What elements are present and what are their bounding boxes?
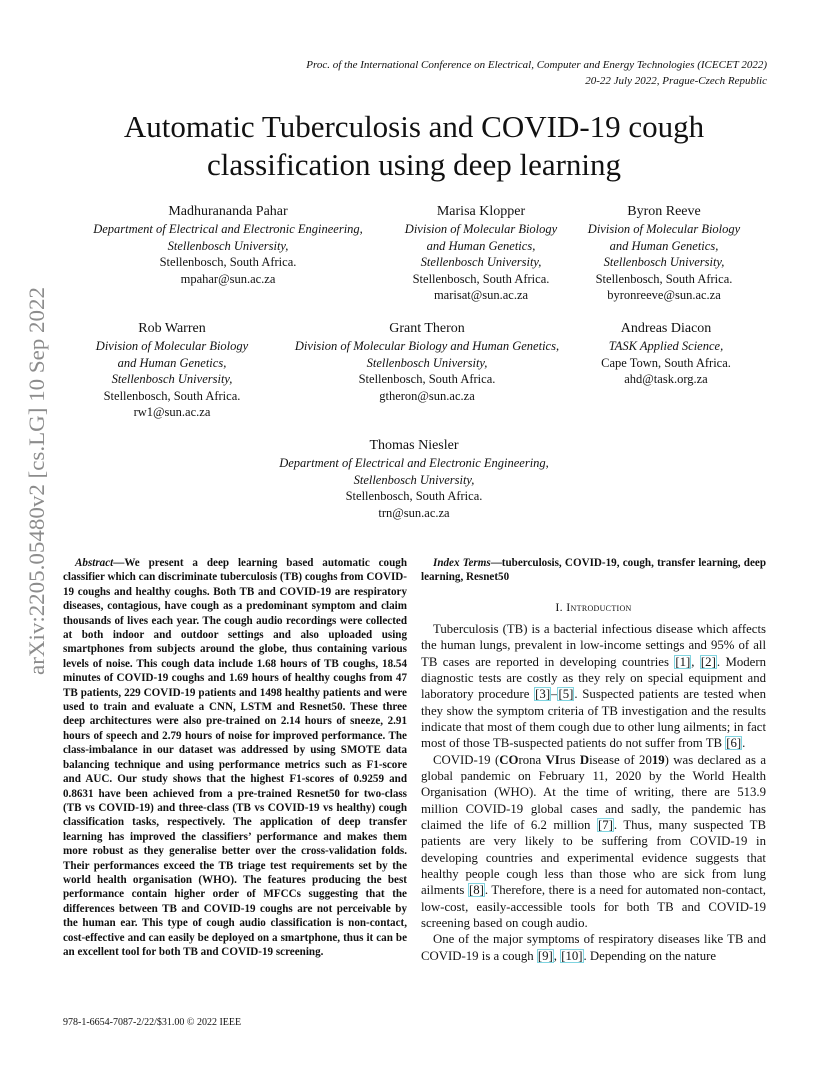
index-terms-text: —tuberculosis, COVID-19, cough, transfer learning, deep learning, Resnet50: [421, 557, 766, 584]
text-run: ) was declared as a global pandemic on February 11, 2020 by the World Health Organisation (WHO). At the time of writing, there are 513.9 million COVID-19 global cases and sadly, the pandemic has claimed the life of 6.2 million: [421, 752, 767, 832]
citation-link[interactable]: [1]: [675, 654, 691, 669]
author-affiliation: Department of Electrical and Electronic Engineering,: [279, 456, 549, 470]
citation-link[interactable]: [5]: [558, 687, 574, 702]
author-email[interactable]: gtheron@sun.ac.za: [379, 388, 475, 403]
conference-header: [306, 57, 767, 89]
author-affiliation: Division of Molecular Biology: [587, 222, 741, 236]
index-terms-lead: Index Terms: [433, 557, 491, 569]
text-run: –: [551, 687, 558, 702]
copyright-notice: 978-1-6654-7087-2/22/$31.00 © 2022 IEEE: [63, 1017, 242, 1028]
author-affiliation: Stellenbosch University,: [167, 238, 289, 253]
author-block: [85, 320, 259, 421]
author-name: Thomas Niesler: [369, 438, 459, 453]
citation-link[interactable]: [8]: [468, 883, 484, 898]
author-email[interactable]: mpahar@sun.ac.za: [180, 271, 276, 286]
author-affiliation: Division of Molecular Biology: [95, 339, 249, 353]
author-affiliation: Stellenbosch University,: [420, 255, 542, 269]
bold-letters: CO: [499, 752, 519, 767]
author-name: Marisa Klopper: [436, 204, 526, 219]
citation-link[interactable]: [3]: [535, 687, 551, 702]
author-affiliation: TASK Applied Science,: [608, 339, 724, 353]
citation-link[interactable]: [7]: [597, 817, 613, 832]
text-run: isease of 20: [589, 752, 652, 767]
index-terms: [421, 556, 766, 585]
author-location: Stellenbosch, South Africa.: [412, 271, 550, 286]
text-run: .: [742, 736, 746, 751]
text-run: . Depending on the nature: [583, 948, 717, 963]
paragraph: [421, 931, 766, 964]
title-line-2: classification using deep learning: [206, 147, 622, 182]
author-affiliation: and Human Genetics,: [117, 355, 227, 370]
author-affiliation: Department of Electrical and Electronic Engineering,: [93, 222, 363, 236]
author-location: Stellenbosch, South Africa.: [345, 489, 483, 503]
author-location: Stellenbosch, South Africa.: [358, 372, 496, 386]
conference-line-1: Proc. of the International Conference on Electrical, Computer and Energy Technologies (ICECET 2022): [306, 59, 767, 71]
author-location: Stellenbosch, South Africa.: [595, 271, 733, 286]
text-run: rona: [518, 752, 546, 767]
title-line-1: Automatic Tuberculosis and COVID-19 cough: [123, 109, 705, 144]
author-block: [260, 437, 568, 521]
author-affiliation: and Human Genetics,: [609, 238, 719, 253]
author-affiliation: Stellenbosch University,: [603, 255, 725, 269]
author-affiliation: Division of Molecular Biology: [404, 222, 558, 236]
abstract-text: —We present a deep learning based automatic cough classifier which can discriminate tuberculosis (TB) coughs from COVID-19 coughs and healthy coughs. Both TB and COVID-19 are respiratory diseases, contagious, have cough as a predominant symptom and claim thousands of lives each year. The cough audio recordings were collected at both indoor and outdoor settings and also uploaded using smartphones from subjects around the globe, thus containing various levels of noise. This cough data include 1.68 hours of TB coughs, 18.54 minutes of COVID-19 coughs and 1.69 hours of healthy coughs from 47 TB patients, 229 COVID-19 patients and 1498 healthy patients and were used to train and evaluate a CNN, LSTM and Resnet50. These three deep architectures were also pre-trained on 2.14 hours of sneeze, 2.91 hours of speech and 2.79 hours of noise for improved performance. The class-imbalance in our dataset was addressed by using SMOTE data balancing technique and using performance metrics such as F1-score and AUC. Our study shows that the highest F1-scores of 0.9259 and 0.8631 have been achieved from a pre-trained Resnet50 for two-class (TB vs COVID-19) and three-class (TB vs COVID-19 vs healthy) cough classification tasks, respectively. The application of deep transfer learning has improved the classifiers’ performance and makes them more robust as they generalise better over the cross-validation folds. Their performances exceed the TB triage test requirements set by the world health organisation (WHO). The features producing the best performance contain higher order of MFCCs suggesting that the differences between TB and COVID-19 coughs are not perceivable by the human ear. This type of cough audio classification is non-contact, cost-effective and can easily be deployed on a smartphone, thus it can be an excellent tool for both TB and COVID-19 screening.: [63, 557, 407, 958]
author-name: Grant Theron: [389, 321, 465, 336]
author-name: Madhurananda Pahar: [168, 204, 288, 219]
author-block: [578, 203, 750, 304]
paper-title: [60, 108, 768, 184]
citation-link[interactable]: [10]: [561, 948, 583, 963]
author-affiliation: Division of Molecular Biology and Human Genetics,: [294, 339, 560, 353]
paragraph: [421, 621, 766, 752]
author-location: Stellenbosch, South Africa.: [103, 388, 241, 403]
arxiv-stamp[interactable]: [20, 287, 52, 675]
bold-letters: D: [579, 752, 590, 767]
author-affiliation: and Human Genetics,: [426, 238, 536, 253]
author-block: [396, 203, 566, 304]
text-run: . Therefore, there is a need for automated non-contact, low-cost, easily-accessible tools for both TB and COVID-19 screening based on cough audio.: [421, 883, 766, 930]
author-name: Andreas Diacon: [620, 321, 712, 336]
author-block: [278, 320, 576, 404]
author-location: Cape Town, South Africa.: [601, 355, 731, 370]
author-block: [586, 320, 746, 388]
author-email[interactable]: rw1@sun.ac.za: [133, 405, 211, 419]
citation-link[interactable]: [6]: [726, 736, 742, 751]
author-name: Byron Reeve: [627, 204, 701, 219]
text-run: Tuberculosis (TB) is a bacterial infectious disease which affects the human lungs, prevalent in low-income settings and 95% of all TB cases are reported in developing countries: [421, 621, 766, 669]
text-run: . Suspected patients are tested when they show the symptom criteria of TB investigation and the results indicate that most of them cough due to other lung ailments; in fact most of those TB-suspected patients do not suffer from TB: [421, 687, 766, 751]
author-email[interactable]: ahd@task.org.za: [624, 372, 708, 386]
citation-link[interactable]: [9]: [537, 948, 553, 963]
author-email[interactable]: marisat@sun.ac.za: [433, 288, 529, 302]
bold-letters: VI: [545, 752, 560, 767]
abstract-lead: Abstract: [75, 557, 114, 569]
text-run: rus: [559, 752, 580, 767]
author-email[interactable]: trn@sun.ac.za: [378, 505, 450, 520]
bold-letters: 19: [651, 752, 665, 767]
author-affiliation: Stellenbosch University,: [111, 372, 233, 386]
right-column: [421, 556, 766, 964]
text-run: ,: [691, 654, 700, 669]
text-run: . Thus, many suspected TB patients are very likely to be suffering from COVID-19 in developing countries and experimental evidence suggests that healthy people cough less than those who are sick from lung ailments: [421, 817, 766, 898]
text-run: One of the major symptoms of respiratory diseases like TB and COVID-19 is a cough: [421, 932, 766, 963]
abstract: [63, 556, 407, 959]
text-run: COVID-19 (: [433, 752, 500, 767]
author-email[interactable]: byronreeve@sun.ac.za: [607, 288, 721, 302]
text-run: . Modern diagnostic tests are costly as they rely on special equipment and laboratory procedure: [421, 654, 766, 702]
section-heading: I. Introduction: [555, 599, 632, 614]
citation-link[interactable]: [2]: [700, 654, 716, 669]
conference-line-2: 20-22 July 2022, Prague-Czech Republic: [585, 75, 767, 87]
author-name: Rob Warren: [138, 321, 206, 336]
paragraph: [421, 752, 766, 932]
text-run: ,: [553, 948, 561, 963]
author-affiliation: Stellenbosch University,: [353, 472, 475, 487]
author-affiliation: Stellenbosch University,: [366, 355, 488, 370]
author-block: [78, 203, 378, 287]
author-location: Stellenbosch, South Africa.: [159, 255, 297, 269]
arxiv-stamp-text: arXiv:2205.05480v2 [cs.LG] 10 Sep 2022: [24, 303, 49, 675]
